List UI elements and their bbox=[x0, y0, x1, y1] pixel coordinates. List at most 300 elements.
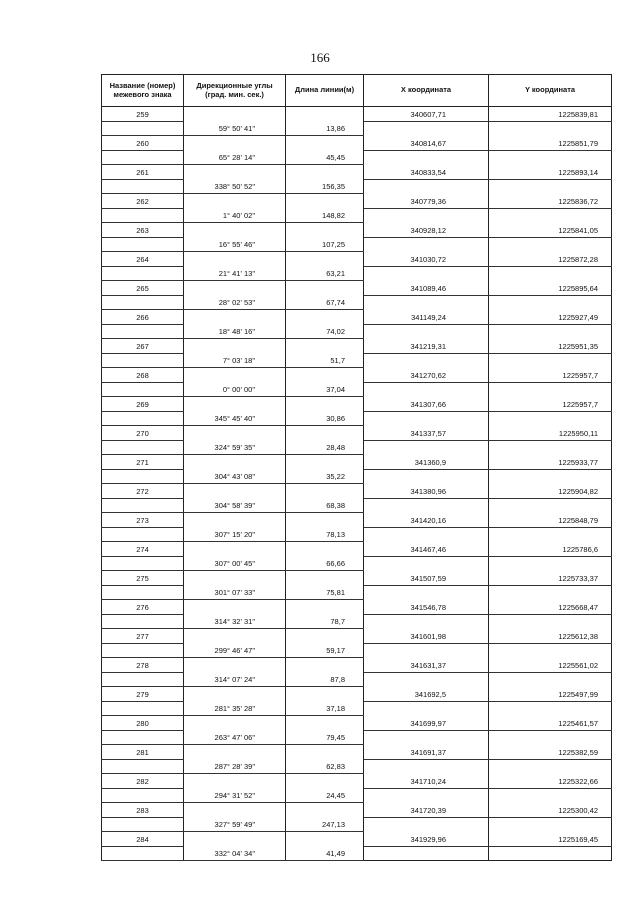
empty-cell bbox=[489, 701, 612, 716]
empty-cell bbox=[102, 150, 184, 165]
x-coordinate-cell: 341089,46 bbox=[364, 281, 489, 296]
empty-cell bbox=[102, 295, 184, 310]
line-length-cell: 30,86 bbox=[286, 411, 364, 426]
table-row bbox=[102, 803, 612, 818]
empty-cell bbox=[489, 353, 612, 368]
empty-cell bbox=[489, 527, 612, 542]
direction-angle-cell: 28° 02' 53" bbox=[184, 295, 286, 310]
empty-cell bbox=[184, 745, 286, 760]
empty-cell bbox=[364, 614, 489, 629]
empty-cell bbox=[489, 440, 612, 455]
page-number: 166 bbox=[310, 50, 330, 65]
empty-cell bbox=[489, 295, 612, 310]
y-coordinate-cell: 1225951,35 bbox=[489, 339, 612, 354]
empty-cell bbox=[489, 846, 612, 861]
direction-angle-cell: 307° 15' 20" bbox=[184, 527, 286, 542]
empty-cell bbox=[286, 571, 364, 586]
direction-angle-cell: 327° 59' 49" bbox=[184, 817, 286, 832]
x-coordinate-cell: 341380,96 bbox=[364, 484, 489, 499]
empty-cell bbox=[489, 556, 612, 571]
y-coordinate-cell: 1225461,57 bbox=[489, 716, 612, 731]
table-row bbox=[102, 252, 612, 267]
table-row bbox=[102, 179, 612, 194]
table-row bbox=[102, 324, 612, 339]
y-coordinate-cell: 1225668,47 bbox=[489, 600, 612, 615]
x-coordinate-cell: 341420,16 bbox=[364, 513, 489, 528]
direction-angle-cell: 324° 59' 35" bbox=[184, 440, 286, 455]
empty-cell bbox=[364, 759, 489, 774]
table-row bbox=[102, 759, 612, 774]
direction-angle-cell: 301° 07' 33" bbox=[184, 585, 286, 600]
empty-cell bbox=[489, 788, 612, 803]
direction-angle-cell: 299° 46' 47" bbox=[184, 643, 286, 658]
empty-cell bbox=[364, 411, 489, 426]
empty-cell bbox=[364, 701, 489, 716]
direction-angle-cell: 281° 35' 28" bbox=[184, 701, 286, 716]
line-length-cell: 87,8 bbox=[286, 672, 364, 687]
table-row bbox=[102, 585, 612, 600]
empty-cell bbox=[184, 310, 286, 325]
y-coordinate-cell: 1225839,81 bbox=[489, 107, 612, 122]
empty-cell bbox=[489, 817, 612, 832]
x-coordinate-cell: 340833,54 bbox=[364, 165, 489, 180]
table-row bbox=[102, 382, 612, 397]
y-coordinate-cell: 1225561,02 bbox=[489, 658, 612, 673]
empty-cell bbox=[364, 527, 489, 542]
empty-cell bbox=[489, 498, 612, 513]
empty-cell bbox=[364, 150, 489, 165]
mark-name-cell: 278 bbox=[102, 658, 184, 673]
mark-name-cell: 269 bbox=[102, 397, 184, 412]
mark-name-cell: 273 bbox=[102, 513, 184, 528]
table-row bbox=[102, 353, 612, 368]
table-row bbox=[102, 513, 612, 528]
empty-cell bbox=[184, 426, 286, 441]
line-length-cell: 45,45 bbox=[286, 150, 364, 165]
empty-cell bbox=[286, 223, 364, 238]
direction-angle-cell: 314° 07' 24" bbox=[184, 672, 286, 687]
empty-cell bbox=[489, 382, 612, 397]
empty-cell bbox=[364, 208, 489, 223]
y-coordinate-cell: 1225933,77 bbox=[489, 455, 612, 470]
empty-cell bbox=[184, 136, 286, 151]
empty-cell bbox=[184, 455, 286, 470]
empty-cell bbox=[286, 513, 364, 528]
empty-cell bbox=[286, 397, 364, 412]
mark-name-cell: 259 bbox=[102, 107, 184, 122]
table-row bbox=[102, 643, 612, 658]
empty-cell bbox=[364, 846, 489, 861]
empty-cell bbox=[489, 179, 612, 194]
empty-cell bbox=[184, 774, 286, 789]
mark-name-cell: 261 bbox=[102, 165, 184, 180]
x-coordinate-cell: 341546,78 bbox=[364, 600, 489, 615]
table-row bbox=[102, 440, 612, 455]
empty-cell bbox=[286, 194, 364, 209]
table-row bbox=[102, 788, 612, 803]
empty-cell bbox=[102, 382, 184, 397]
x-coordinate-cell: 341307,66 bbox=[364, 397, 489, 412]
empty-cell bbox=[184, 165, 286, 180]
x-coordinate-cell: 341631,37 bbox=[364, 658, 489, 673]
line-length-cell: 247,13 bbox=[286, 817, 364, 832]
empty-cell bbox=[102, 643, 184, 658]
empty-cell bbox=[102, 440, 184, 455]
mark-name-cell: 262 bbox=[102, 194, 184, 209]
line-length-cell: 78,13 bbox=[286, 527, 364, 542]
y-coordinate-cell: 1225904,82 bbox=[489, 484, 612, 499]
y-coordinate-cell: 1225786,6 bbox=[489, 542, 612, 557]
y-coordinate-cell: 1225322,66 bbox=[489, 774, 612, 789]
table-row bbox=[102, 716, 612, 731]
line-length-cell: 37,18 bbox=[286, 701, 364, 716]
empty-cell bbox=[184, 716, 286, 731]
x-coordinate-cell: 341929,96 bbox=[364, 832, 489, 847]
x-coordinate-cell: 340607,71 bbox=[364, 107, 489, 122]
line-length-cell: 68,38 bbox=[286, 498, 364, 513]
direction-angle-cell: 65° 28' 14" bbox=[184, 150, 286, 165]
y-coordinate-cell: 1225927,49 bbox=[489, 310, 612, 325]
empty-cell bbox=[286, 252, 364, 267]
empty-cell bbox=[102, 556, 184, 571]
mark-name-cell: 275 bbox=[102, 571, 184, 586]
empty-cell bbox=[184, 687, 286, 702]
table-row bbox=[102, 832, 612, 847]
empty-cell bbox=[364, 672, 489, 687]
table-row bbox=[102, 295, 612, 310]
y-coordinate-cell: 1225169,45 bbox=[489, 832, 612, 847]
table-row bbox=[102, 411, 612, 426]
empty-cell bbox=[489, 237, 612, 252]
header-x-coordinate: X координата bbox=[364, 75, 489, 107]
empty-cell bbox=[184, 629, 286, 644]
empty-cell bbox=[489, 411, 612, 426]
empty-cell bbox=[184, 542, 286, 557]
table-row bbox=[102, 687, 612, 702]
empty-cell bbox=[286, 803, 364, 818]
coordinates-table bbox=[101, 74, 612, 861]
x-coordinate-cell: 341467,46 bbox=[364, 542, 489, 557]
empty-cell bbox=[102, 788, 184, 803]
direction-angle-cell: 59° 50' 41" bbox=[184, 121, 286, 136]
empty-cell bbox=[184, 223, 286, 238]
empty-cell bbox=[286, 107, 364, 122]
empty-cell bbox=[364, 440, 489, 455]
empty-cell bbox=[286, 542, 364, 557]
y-coordinate-cell: 1225836,72 bbox=[489, 194, 612, 209]
empty-cell bbox=[102, 266, 184, 281]
empty-cell bbox=[102, 121, 184, 136]
mark-name-cell: 283 bbox=[102, 803, 184, 818]
empty-cell bbox=[286, 484, 364, 499]
table-body bbox=[102, 107, 612, 861]
table-row bbox=[102, 339, 612, 354]
y-coordinate-cell: 1225733,37 bbox=[489, 571, 612, 586]
line-length-cell: 24,45 bbox=[286, 788, 364, 803]
empty-cell bbox=[364, 324, 489, 339]
empty-cell bbox=[102, 498, 184, 513]
table-row bbox=[102, 498, 612, 513]
line-length-cell: 41,49 bbox=[286, 846, 364, 861]
empty-cell bbox=[364, 237, 489, 252]
direction-angle-cell: 304° 43' 08" bbox=[184, 469, 286, 484]
line-length-cell: 37,04 bbox=[286, 382, 364, 397]
y-coordinate-cell: 1225957,7 bbox=[489, 397, 612, 412]
empty-cell bbox=[286, 600, 364, 615]
direction-angle-cell: 314° 32' 31" bbox=[184, 614, 286, 629]
empty-cell bbox=[184, 600, 286, 615]
empty-cell bbox=[184, 513, 286, 528]
empty-cell bbox=[364, 382, 489, 397]
table-row bbox=[102, 281, 612, 296]
x-coordinate-cell: 340814,67 bbox=[364, 136, 489, 151]
empty-cell bbox=[489, 730, 612, 745]
line-length-cell: 63,21 bbox=[286, 266, 364, 281]
table-row bbox=[102, 426, 612, 441]
y-coordinate-cell: 1225300,42 bbox=[489, 803, 612, 818]
direction-angle-cell: 21° 41' 13" bbox=[184, 266, 286, 281]
empty-cell bbox=[184, 368, 286, 383]
empty-cell bbox=[102, 411, 184, 426]
direction-angle-cell: 0° 00' 00" bbox=[184, 382, 286, 397]
header-line-length: Длина линии(м) bbox=[286, 75, 364, 107]
mark-name-cell: 277 bbox=[102, 629, 184, 644]
table-row bbox=[102, 194, 612, 209]
empty-cell bbox=[364, 121, 489, 136]
empty-cell bbox=[184, 484, 286, 499]
empty-cell bbox=[364, 585, 489, 600]
mark-name-cell: 265 bbox=[102, 281, 184, 296]
line-length-cell: 156,35 bbox=[286, 179, 364, 194]
x-coordinate-cell: 341360,9 bbox=[364, 455, 489, 470]
line-length-cell: 107,25 bbox=[286, 237, 364, 252]
empty-cell bbox=[184, 803, 286, 818]
y-coordinate-cell: 1225848,79 bbox=[489, 513, 612, 528]
mark-name-cell: 266 bbox=[102, 310, 184, 325]
empty-cell bbox=[102, 585, 184, 600]
empty-cell bbox=[286, 658, 364, 673]
table-row bbox=[102, 556, 612, 571]
y-coordinate-cell: 1225893,14 bbox=[489, 165, 612, 180]
direction-angle-cell: 294° 31' 52" bbox=[184, 788, 286, 803]
mark-name-cell: 276 bbox=[102, 600, 184, 615]
y-coordinate-cell: 1225497,99 bbox=[489, 687, 612, 702]
table-row bbox=[102, 629, 612, 644]
table-row bbox=[102, 730, 612, 745]
empty-cell bbox=[489, 614, 612, 629]
table-row bbox=[102, 571, 612, 586]
empty-cell bbox=[364, 353, 489, 368]
empty-cell bbox=[102, 817, 184, 832]
table-row bbox=[102, 397, 612, 412]
line-length-cell: 51,7 bbox=[286, 353, 364, 368]
line-length-cell: 66,66 bbox=[286, 556, 364, 571]
empty-cell bbox=[286, 832, 364, 847]
empty-cell bbox=[364, 556, 489, 571]
y-coordinate-cell: 1225851,79 bbox=[489, 136, 612, 151]
table-row bbox=[102, 527, 612, 542]
empty-cell bbox=[286, 368, 364, 383]
empty-cell bbox=[184, 281, 286, 296]
table-row bbox=[102, 614, 612, 629]
table-row bbox=[102, 542, 612, 557]
direction-angle-cell: 332° 04' 34" bbox=[184, 846, 286, 861]
empty-cell bbox=[489, 324, 612, 339]
empty-cell bbox=[286, 165, 364, 180]
mark-name-cell: 263 bbox=[102, 223, 184, 238]
mark-name-cell: 271 bbox=[102, 455, 184, 470]
table-row bbox=[102, 455, 612, 470]
empty-cell bbox=[286, 310, 364, 325]
x-coordinate-cell: 341720,39 bbox=[364, 803, 489, 818]
mark-name-cell: 274 bbox=[102, 542, 184, 557]
empty-cell bbox=[184, 832, 286, 847]
x-coordinate-cell: 341710,24 bbox=[364, 774, 489, 789]
empty-cell bbox=[184, 571, 286, 586]
direction-angle-cell: 304° 58' 39" bbox=[184, 498, 286, 513]
table-row bbox=[102, 368, 612, 383]
empty-cell bbox=[364, 643, 489, 658]
empty-cell bbox=[489, 585, 612, 600]
x-coordinate-cell: 341699,97 bbox=[364, 716, 489, 731]
empty-cell bbox=[184, 252, 286, 267]
direction-angle-cell: 338° 50' 52" bbox=[184, 179, 286, 194]
line-length-cell: 78,7 bbox=[286, 614, 364, 629]
empty-cell bbox=[489, 266, 612, 281]
y-coordinate-cell: 1225382,59 bbox=[489, 745, 612, 760]
table-row bbox=[102, 223, 612, 238]
empty-cell bbox=[364, 266, 489, 281]
table-row bbox=[102, 817, 612, 832]
empty-cell bbox=[286, 774, 364, 789]
mark-name-cell: 260 bbox=[102, 136, 184, 151]
line-length-cell: 75,81 bbox=[286, 585, 364, 600]
empty-cell bbox=[286, 455, 364, 470]
header-y-coordinate: Y координата bbox=[489, 75, 612, 107]
empty-cell bbox=[489, 759, 612, 774]
table-row bbox=[102, 310, 612, 325]
empty-cell bbox=[102, 614, 184, 629]
empty-cell bbox=[184, 194, 286, 209]
empty-cell bbox=[286, 281, 364, 296]
empty-cell bbox=[102, 208, 184, 223]
line-length-cell: 59,17 bbox=[286, 643, 364, 658]
empty-cell bbox=[489, 121, 612, 136]
empty-cell bbox=[102, 527, 184, 542]
direction-angle-cell: 7° 03' 18" bbox=[184, 353, 286, 368]
y-coordinate-cell: 1225950,11 bbox=[489, 426, 612, 441]
empty-cell bbox=[184, 658, 286, 673]
empty-cell bbox=[102, 237, 184, 252]
x-coordinate-cell: 341691,37 bbox=[364, 745, 489, 760]
empty-cell bbox=[286, 687, 364, 702]
x-coordinate-cell: 340928,12 bbox=[364, 223, 489, 238]
x-coordinate-cell: 341030,72 bbox=[364, 252, 489, 267]
empty-cell bbox=[489, 469, 612, 484]
direction-angle-cell: 263° 47' 06" bbox=[184, 730, 286, 745]
table-row bbox=[102, 121, 612, 136]
empty-cell bbox=[102, 672, 184, 687]
empty-cell bbox=[489, 672, 612, 687]
table-row bbox=[102, 150, 612, 165]
table-row bbox=[102, 484, 612, 499]
mark-name-cell: 280 bbox=[102, 716, 184, 731]
line-length-cell: 67,74 bbox=[286, 295, 364, 310]
empty-cell bbox=[286, 136, 364, 151]
direction-angle-cell: 18° 48' 16" bbox=[184, 324, 286, 339]
header-direction-angle: Дирекционные углы (град. мин. сек.) bbox=[184, 75, 286, 107]
empty-cell bbox=[102, 469, 184, 484]
x-coordinate-cell: 341601,98 bbox=[364, 629, 489, 644]
empty-cell bbox=[489, 208, 612, 223]
y-coordinate-cell: 1225957,7 bbox=[489, 368, 612, 383]
table-row bbox=[102, 266, 612, 281]
line-length-cell: 35,22 bbox=[286, 469, 364, 484]
x-coordinate-cell: 341337,57 bbox=[364, 426, 489, 441]
empty-cell bbox=[286, 426, 364, 441]
x-coordinate-cell: 340779,36 bbox=[364, 194, 489, 209]
table-row bbox=[102, 672, 612, 687]
table-row bbox=[102, 600, 612, 615]
table-row bbox=[102, 136, 612, 151]
x-coordinate-cell: 341149,24 bbox=[364, 310, 489, 325]
empty-cell bbox=[286, 716, 364, 731]
table-row bbox=[102, 165, 612, 180]
empty-cell bbox=[286, 745, 364, 760]
mark-name-cell: 279 bbox=[102, 687, 184, 702]
table-row bbox=[102, 658, 612, 673]
empty-cell bbox=[184, 397, 286, 412]
y-coordinate-cell: 1225841,05 bbox=[489, 223, 612, 238]
empty-cell bbox=[364, 730, 489, 745]
direction-angle-cell: 345° 45' 40" bbox=[184, 411, 286, 426]
direction-angle-cell: 16° 55' 46" bbox=[184, 237, 286, 252]
table-row bbox=[102, 701, 612, 716]
table-header-row bbox=[102, 75, 612, 107]
empty-cell bbox=[102, 701, 184, 716]
empty-cell bbox=[489, 643, 612, 658]
table-row bbox=[102, 774, 612, 789]
mark-name-cell: 284 bbox=[102, 832, 184, 847]
empty-cell bbox=[286, 629, 364, 644]
mark-name-cell: 264 bbox=[102, 252, 184, 267]
header-mark-name: Название (номер) межевого знака bbox=[102, 75, 184, 107]
line-length-cell: 28,48 bbox=[286, 440, 364, 455]
table-row bbox=[102, 469, 612, 484]
empty-cell bbox=[102, 730, 184, 745]
x-coordinate-cell: 341507,59 bbox=[364, 571, 489, 586]
empty-cell bbox=[286, 339, 364, 354]
mark-name-cell: 272 bbox=[102, 484, 184, 499]
direction-angle-cell: 287° 28' 39" bbox=[184, 759, 286, 774]
table-row bbox=[102, 745, 612, 760]
empty-cell bbox=[364, 179, 489, 194]
mark-name-cell: 267 bbox=[102, 339, 184, 354]
line-length-cell: 62,83 bbox=[286, 759, 364, 774]
table-row bbox=[102, 107, 612, 122]
empty-cell bbox=[102, 759, 184, 774]
line-length-cell: 13,86 bbox=[286, 121, 364, 136]
empty-cell bbox=[364, 469, 489, 484]
mark-name-cell: 268 bbox=[102, 368, 184, 383]
y-coordinate-cell: 1225872,28 bbox=[489, 252, 612, 267]
table-row bbox=[102, 846, 612, 861]
mark-name-cell: 270 bbox=[102, 426, 184, 441]
empty-cell bbox=[364, 817, 489, 832]
mark-name-cell: 281 bbox=[102, 745, 184, 760]
direction-angle-cell: 307° 00' 45" bbox=[184, 556, 286, 571]
empty-cell bbox=[489, 150, 612, 165]
